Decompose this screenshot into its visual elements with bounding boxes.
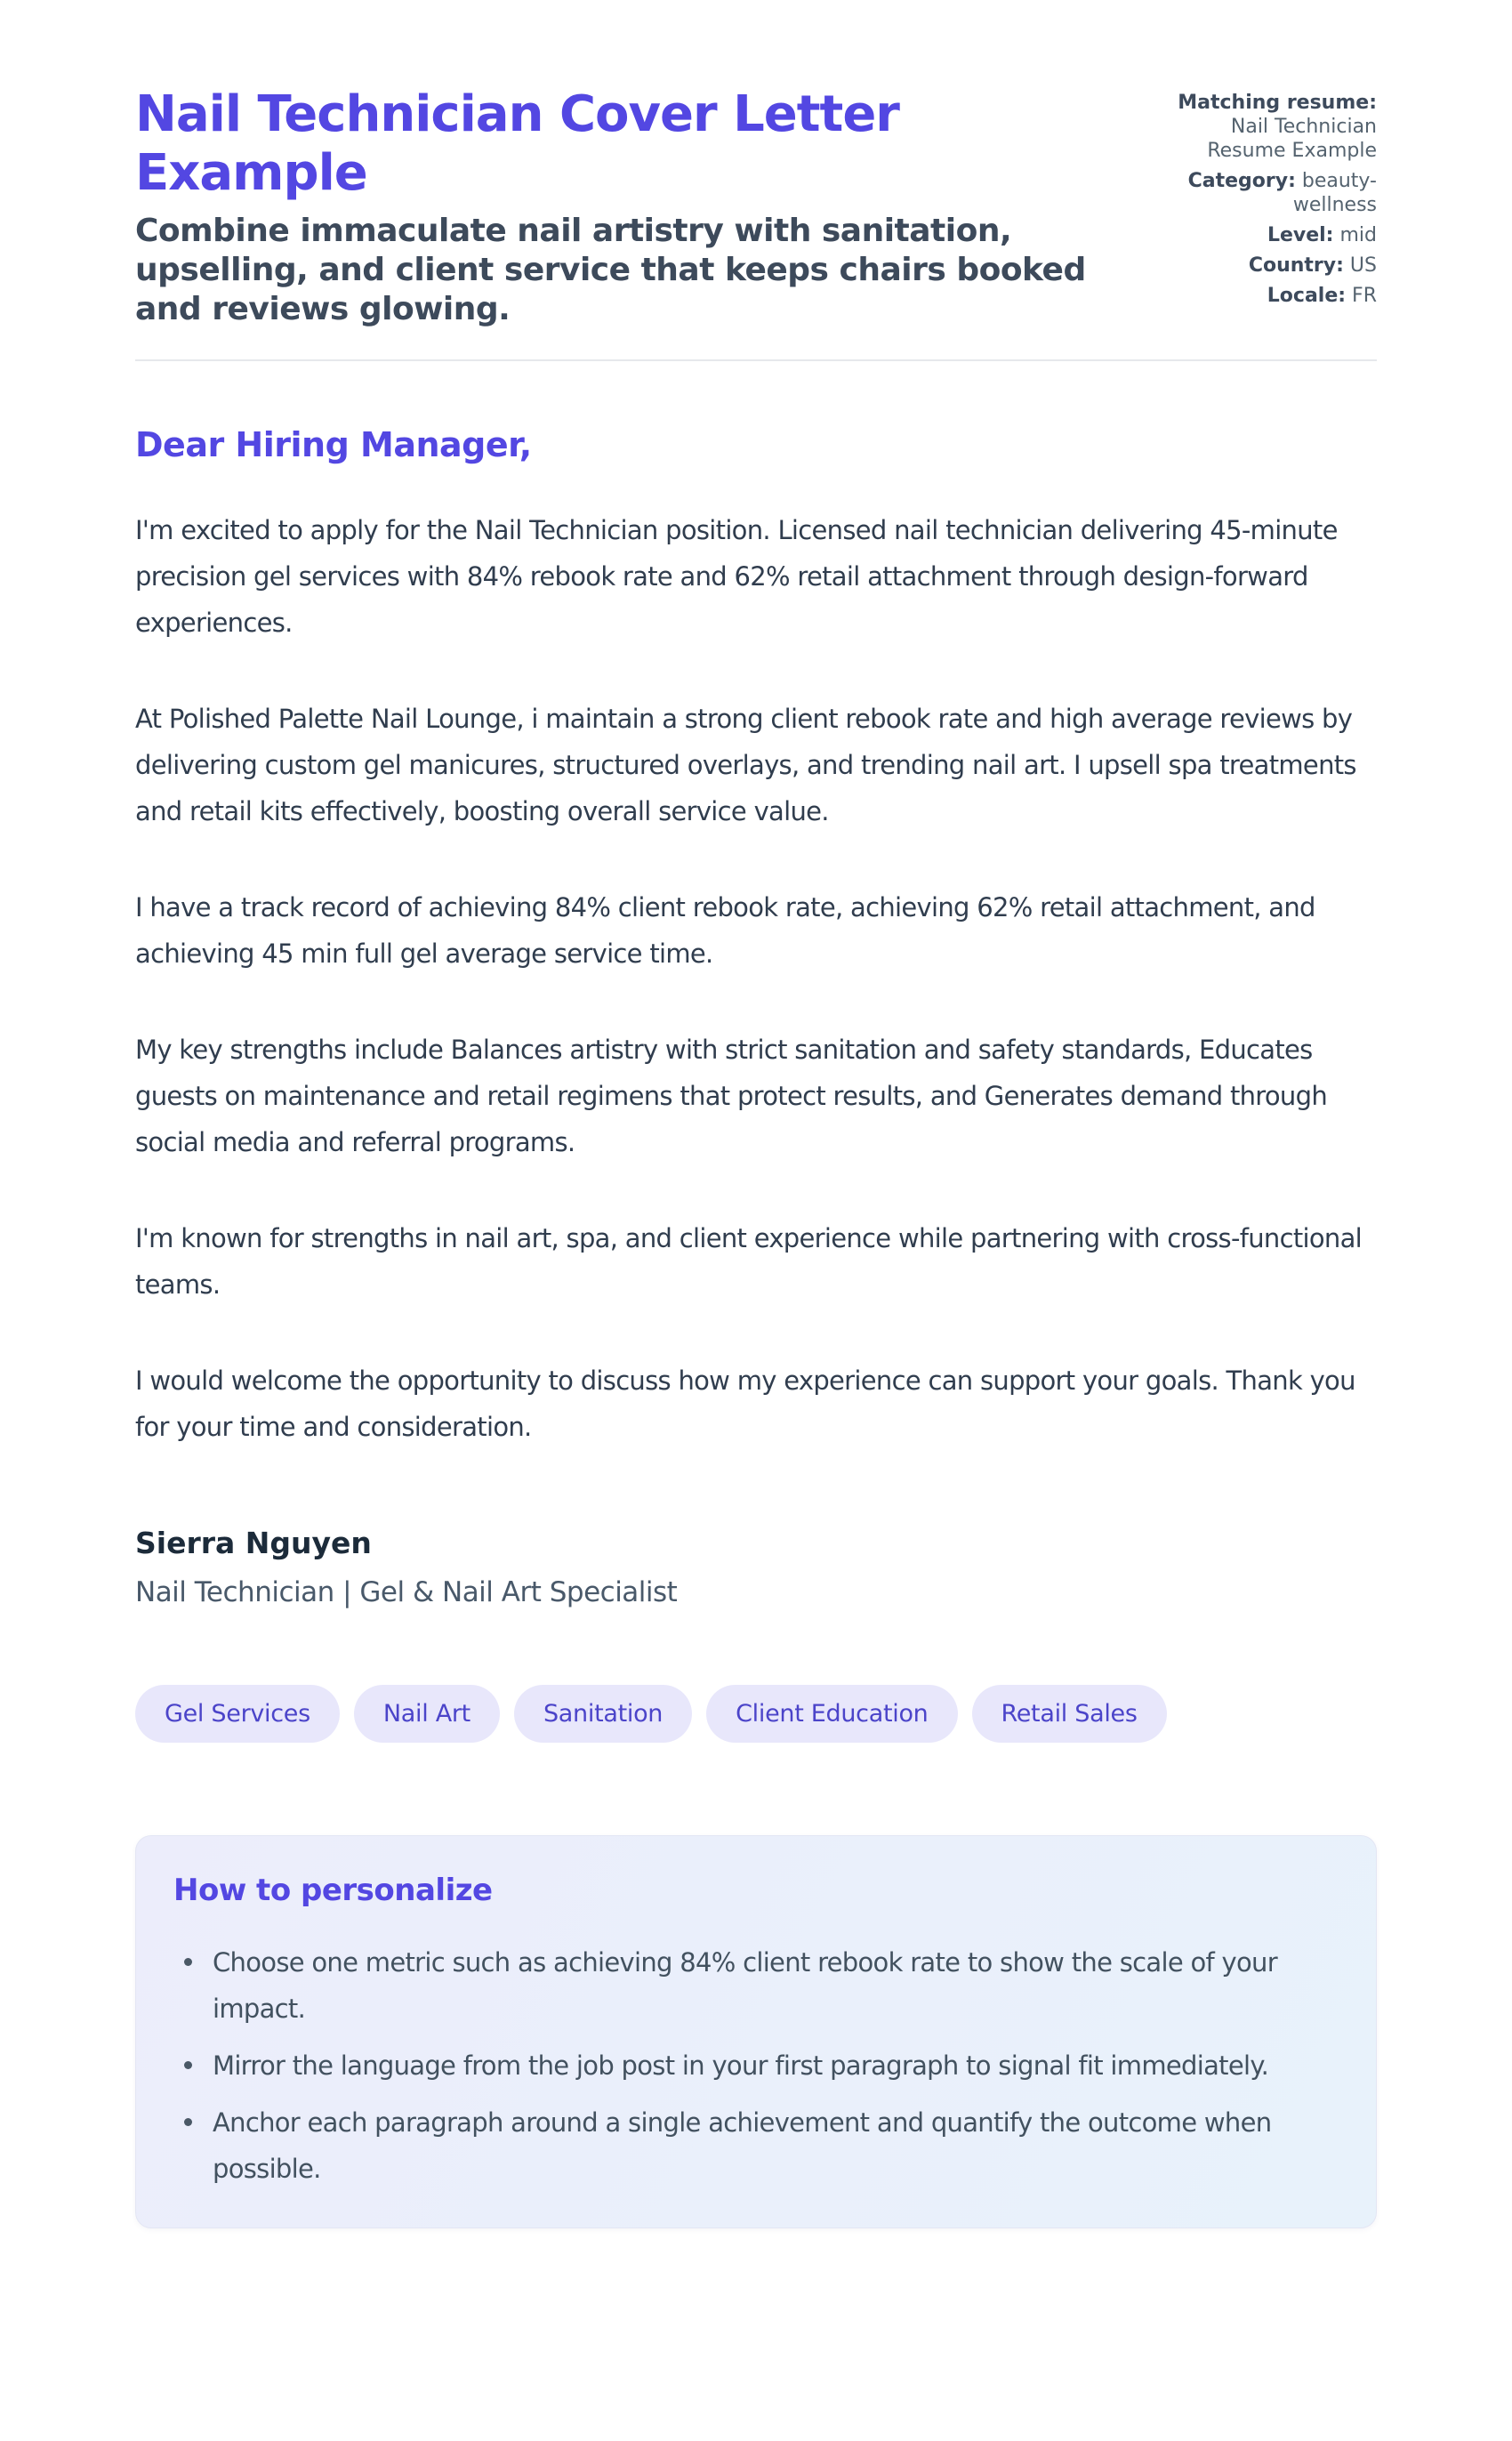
meta-value: mid — [1339, 224, 1377, 246]
page-title: Nail Technician Cover Letter Example — [135, 85, 899, 202]
skill-tag-pill: Nail Art — [354, 1685, 500, 1743]
meta-row — [1110, 254, 1377, 278]
meta-value: FR — [1352, 285, 1377, 307]
meta-value: US — [1349, 254, 1377, 277]
meta-value: Nail Technician Resume Example — [1207, 116, 1377, 162]
cover-letter-body — [135, 423, 1377, 1610]
page-header — [135, 85, 1377, 329]
signature-name: Sierra Nguyen — [135, 1526, 372, 1560]
letter-signature — [135, 1525, 1377, 1610]
meta-row — [1110, 223, 1377, 247]
letter-paragraph: My key strengths include Balances artistry with strict sanitation and safety standards, Educates guests on maintenance and retail regimens that protect results, and Generates demand through social media and referral programs. — [135, 1035, 1328, 1157]
skill-tag-pill: Gel Services — [135, 1685, 340, 1743]
meta-row — [1110, 91, 1377, 163]
meta-label: Matching resume: — [1178, 92, 1377, 114]
personalize-bullet: Choose one metric such as achieving 84% client rebook rate to show the scale of your impact. — [173, 1939, 1339, 2032]
skill-tag-pill: Retail Sales — [972, 1685, 1167, 1743]
personalize-bullet: Anchor each paragraph around a single achievement and quantify the outcome when possible. — [173, 2099, 1339, 2192]
signature-role: Nail Technician | Gel & Nail Art Specialist — [135, 1576, 678, 1608]
personalize-title: How to personalize — [173, 1873, 493, 1908]
header-title-block — [135, 85, 1110, 329]
meta-label: Country: — [1248, 254, 1344, 277]
meta-label: Category: — [1187, 170, 1296, 192]
personalize-box — [135, 1835, 1377, 2228]
meta-value: beauty-wellness — [1292, 170, 1377, 216]
meta-label: Level: — [1267, 224, 1334, 246]
skill-tag-pill: Sanitation — [514, 1685, 692, 1743]
personalize-list — [173, 1939, 1339, 2192]
personalize-bullet: Mirror the language from the job post in your first paragraph to signal fit immediately. — [173, 2042, 1339, 2089]
letter-greeting: Dear Hiring Manager, — [135, 425, 532, 464]
page-subtitle: Combine immaculate nail artistry with sanitation, upselling, and client service that keeps chairs booked and reviews glowing. — [135, 213, 1086, 327]
meta-label: Locale: — [1267, 285, 1347, 307]
letter-paragraph: I would welcome the opportunity to discuss how my experience can support your goals. Thank you for your time and consideration. — [135, 1366, 1355, 1442]
meta-row — [1110, 284, 1377, 308]
letter-paragraphs — [135, 507, 1377, 1450]
header-divider — [135, 359, 1377, 361]
skill-tag-pill: Client Education — [706, 1685, 957, 1743]
page-container — [135, 85, 1377, 2228]
letter-paragraph: I'm excited to apply for the Nail Technician position. Licensed nail technician delivering 45-minute precision gel services with 84% rebook rate and 62% retail attachment through design-forward experiences. — [135, 515, 1338, 638]
letter-paragraph: At Polished Palette Nail Lounge, i maintain a strong client rebook rate and high average reviews by delivering custom gel manicures, structured overlays, and trending nail art. I upsell spa treatments and retail kits effectively, boosting overall service value. — [135, 704, 1356, 826]
letter-paragraph: I have a track record of achieving 84% client rebook rate, achieving 62% retail attachment, and achieving 45 min full gel average service time. — [135, 892, 1315, 969]
letter-paragraph: I'm known for strengths in nail art, spa, and client experience while partnering with cross-functional teams. — [135, 1223, 1362, 1300]
meta-block — [1110, 85, 1377, 314]
skill-tags — [135, 1685, 1377, 1743]
meta-row — [1110, 169, 1377, 217]
